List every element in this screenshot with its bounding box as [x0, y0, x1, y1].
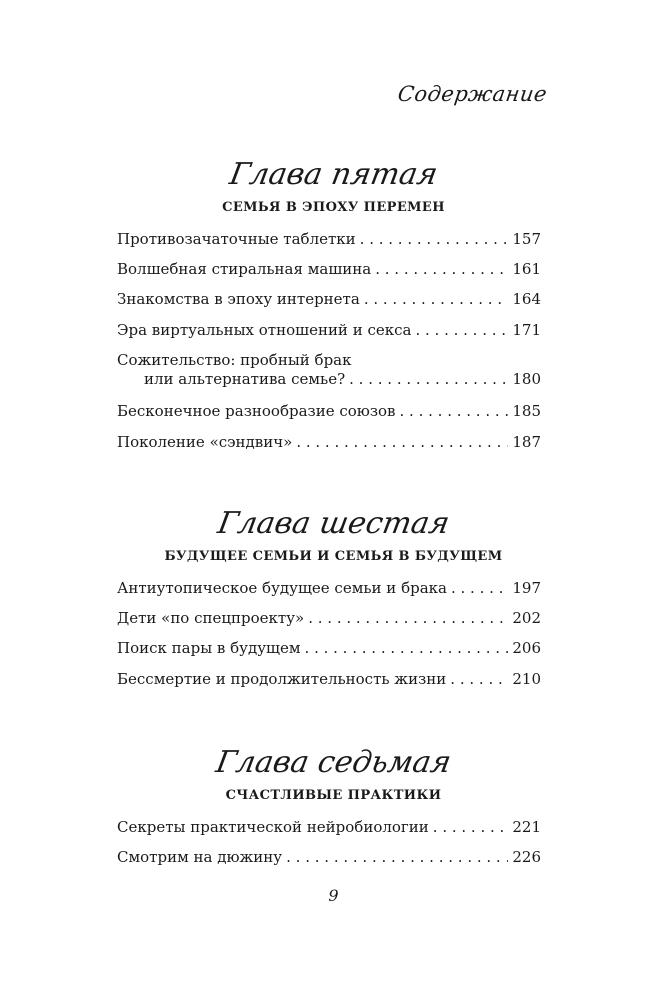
toc-entry-page: 206: [512, 639, 541, 657]
toc-entry-title: или альтернатива семье?: [144, 370, 346, 388]
chapter-title: Глава пятая: [226, 157, 441, 192]
toc-entry[interactable]: [117, 579, 541, 598]
dot-leader: [360, 230, 509, 249]
toc-entry-page: 187: [512, 433, 541, 451]
toc-entry-page: 171: [512, 321, 541, 339]
dot-leader: [450, 670, 508, 689]
toc-entry-title: Бесконечное разнообразие союзов: [117, 402, 396, 420]
toc-entry-page: 157: [512, 230, 541, 248]
toc-entry[interactable]: [117, 290, 541, 309]
toc-entry[interactable]: [117, 351, 541, 389]
toc-entry-page: 197: [512, 579, 541, 597]
toc-entry[interactable]: [117, 818, 541, 837]
dot-leader: [400, 402, 509, 421]
chapter-title: Глава седьмая: [213, 745, 454, 780]
toc-entry-title: Эра виртуальных отношений и секса: [117, 321, 412, 339]
toc-entry-page: 202: [512, 609, 541, 627]
toc-entry-page: 180: [512, 370, 541, 388]
dot-leader: [415, 321, 508, 340]
running-head: Содержание: [396, 82, 549, 106]
chapter-7: [0, 745, 667, 805]
toc-entry[interactable]: [117, 848, 541, 867]
dot-leader: [296, 433, 508, 452]
toc-entry-title: Смотрим на дюжину: [117, 848, 283, 866]
page-number: 9: [328, 886, 339, 905]
toc-entry-title: Поиск пары в будущем: [117, 639, 301, 657]
section-heading: БУДУЩЕЕ СЕМЬИ И СЕМЬЯ В БУДУЩЕМ: [164, 549, 503, 564]
chapter-6: [0, 506, 667, 566]
toc-entry-title: Противозачаточные таблетки: [117, 230, 356, 248]
toc-entry[interactable]: [117, 321, 541, 340]
toc-entry-title: Волшебная стиральная машина: [117, 260, 372, 278]
dot-leader: [349, 370, 508, 389]
toc-entry-page: 185: [512, 402, 541, 420]
toc-entry-title: Секреты практической нейробиологии: [117, 818, 429, 836]
toc-entry-title-line1: Сожительство: пробный брак: [117, 351, 352, 369]
dot-leader: [433, 818, 509, 837]
toc-entry-title: Знакомства в эпоху интернета: [117, 290, 360, 308]
dot-leader: [364, 290, 509, 309]
toc-entry[interactable]: [117, 402, 541, 421]
dot-leader: [286, 848, 508, 867]
section-heading: СЧАСТЛИВЫЕ ПРАКТИКИ: [225, 788, 442, 803]
toc-entry[interactable]: [117, 230, 541, 249]
toc-entry-title: Поколение «сэндвич»: [117, 433, 293, 451]
toc-entry-title: Бессмертие и продолжительность жизни: [117, 670, 447, 688]
dot-leader: [308, 609, 508, 628]
toc-entry[interactable]: [117, 609, 541, 628]
toc-entry-page: 161: [512, 260, 541, 278]
dot-leader: [305, 639, 509, 658]
dot-leader: [375, 260, 508, 279]
toc-entry[interactable]: [117, 260, 541, 279]
dot-leader: [451, 579, 508, 598]
toc-entry-title: Дети «по спецпроекту»: [117, 609, 305, 627]
toc-entry[interactable]: [117, 639, 541, 658]
toc-entry-page: 164: [512, 290, 541, 308]
section-heading: СЕМЬЯ В ЭПОХУ ПЕРЕМЕН: [222, 200, 445, 215]
toc-entry-title: Антиутопическое будущее семьи и брака: [117, 579, 447, 597]
toc-entry[interactable]: [117, 433, 541, 452]
toc-entry-page: 210: [512, 670, 541, 688]
toc-entry[interactable]: [117, 670, 541, 689]
chapter-title: Глава шестая: [215, 506, 453, 541]
toc-entry-page: 221: [512, 818, 541, 836]
chapter-5: [0, 157, 667, 217]
toc-entry-page: 226: [512, 848, 541, 866]
